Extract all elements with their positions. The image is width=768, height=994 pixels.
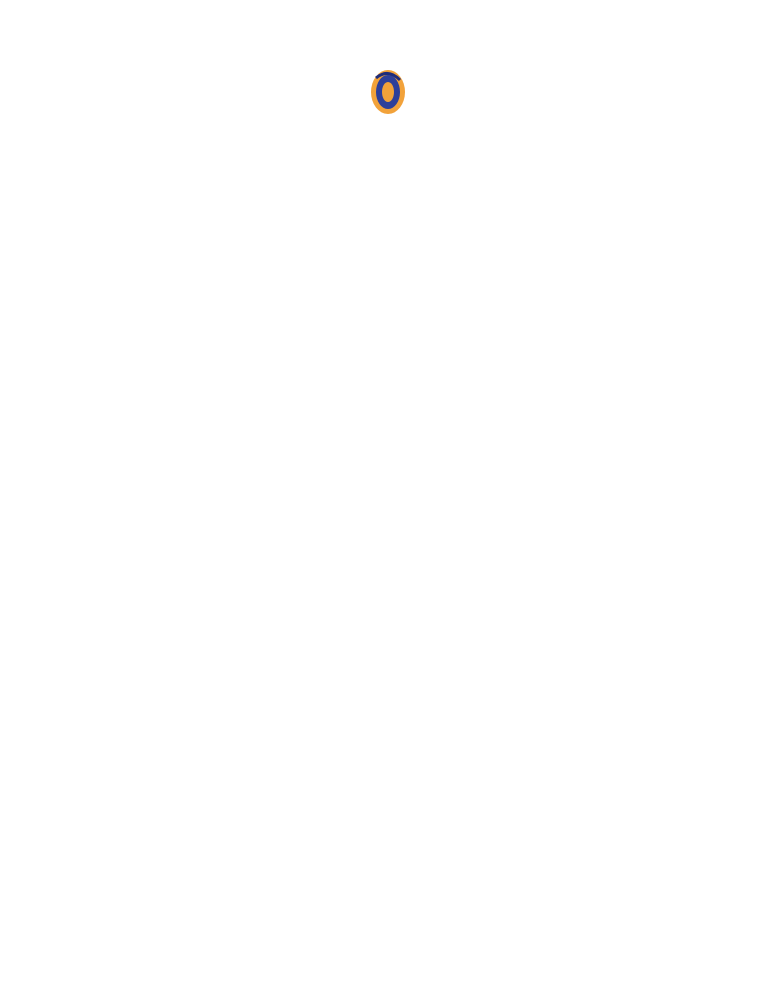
oltrecultura-logo [368,68,476,120]
logo-mark-icon [368,68,476,120]
